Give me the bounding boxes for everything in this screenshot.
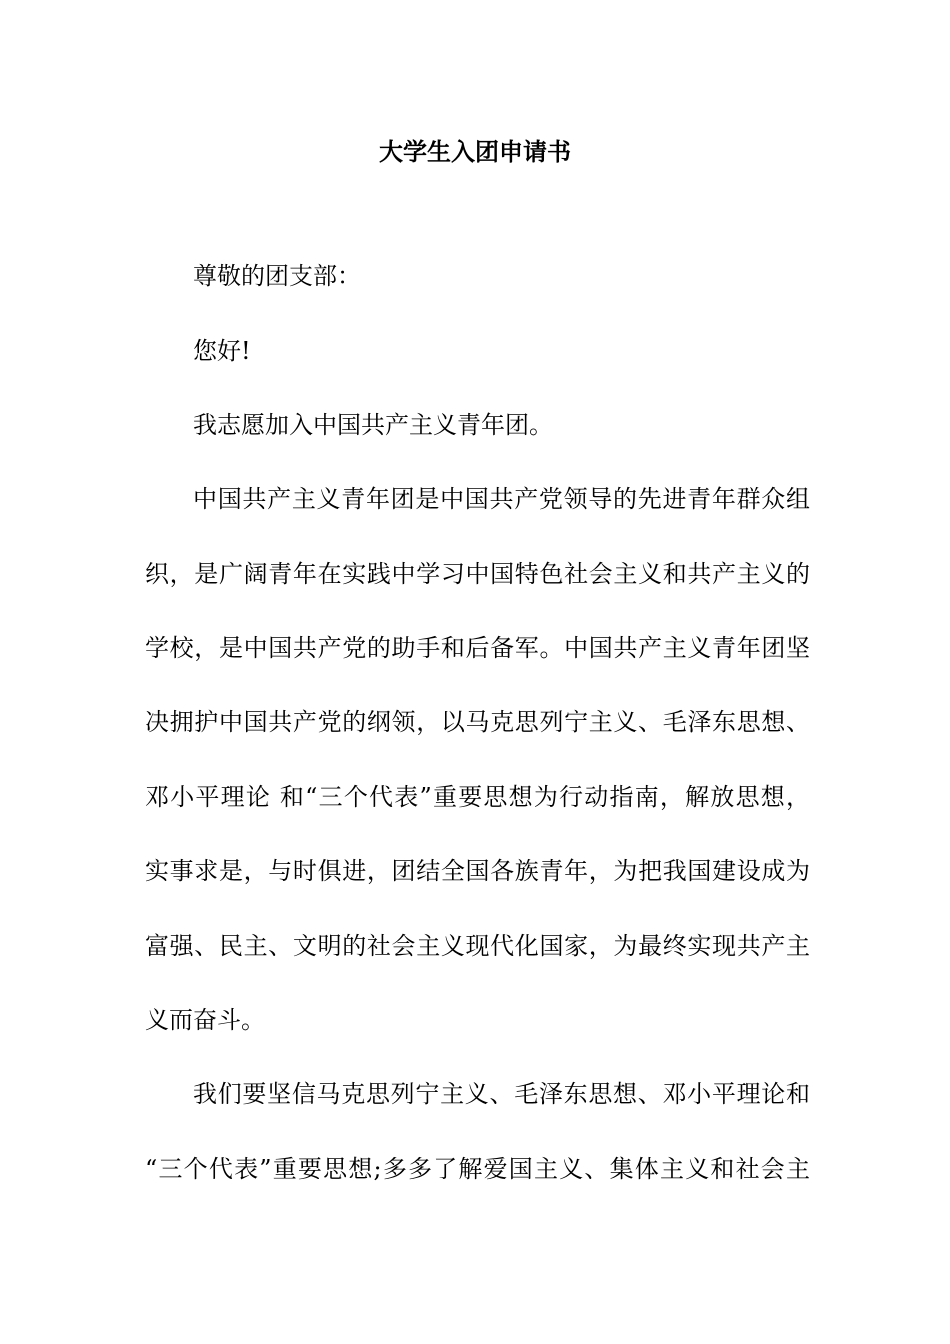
- paragraph-line: 我们要坚信马克思列宁主义、毛泽东思想、邓小平理论和: [193, 1080, 810, 1108]
- salutation: 尊敬的团支部：: [193, 262, 361, 290]
- paragraph-line: 邓小平理论 和“三个代表”重要思想为行动指南，解放思想，: [145, 783, 810, 811]
- paragraph-line: “三个代表”重要思想;多多了解爱国主义、集体主义和社会主: [145, 1155, 810, 1183]
- paragraph-line: 富强、民主、文明的社会主义现代化国家，为最终实现共产主: [145, 932, 810, 960]
- paragraph-line: 学校，是中国共产党的助手和后备军。中国共产主义青年团坚: [145, 634, 810, 662]
- paragraph-line: 织，是广阔青年在实践中学习中国特色社会主义和共产主义的: [145, 560, 810, 588]
- greeting: 您好!: [193, 337, 251, 365]
- paragraph-line: 我志愿加入中国共产主义青年团。: [193, 411, 553, 439]
- paragraph-line: 决拥护中国共产党的纲领，以马克思列宁主义、毛泽东思想、: [145, 708, 810, 736]
- paragraph-line: 义而奋斗。: [145, 1006, 265, 1034]
- paragraph-line: 实事求是，与时俱进，团结全国各族青年，为把我国建设成为: [145, 857, 810, 885]
- paragraph-line: 中国共产主义青年团是中国共产党领导的先进青年群众组: [193, 485, 810, 513]
- document-title: 大学生入团申请书: [379, 137, 571, 166]
